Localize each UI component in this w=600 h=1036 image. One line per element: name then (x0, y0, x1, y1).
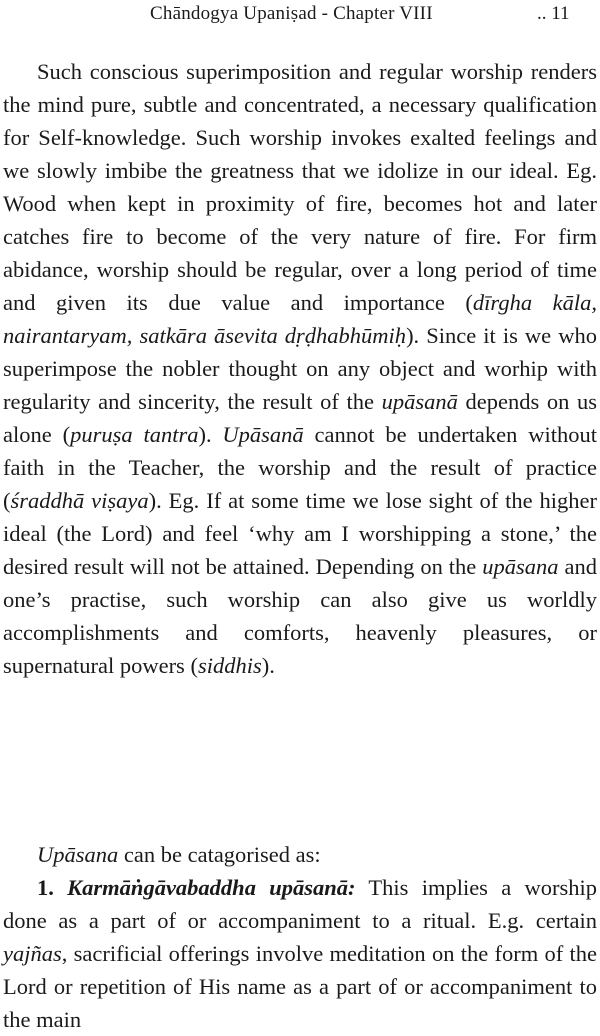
sanskrit-term-upasana-3: upāsana (482, 554, 559, 579)
body-paragraph-3 (3, 871, 597, 1036)
paragraph-2-text: can be catagorised as: (118, 842, 321, 867)
sanskrit-term-upasana-lead: Upāsana (37, 842, 119, 867)
sanskrit-term-sraddha-visaya: śraddhā viṣaya (10, 488, 149, 513)
body-paragraph-2 (3, 838, 597, 871)
running-head (0, 2, 600, 26)
sentence-5: ). Since it is we who superimpose the nobler thought on any object and worhip with regularity and sincerity, the result of the (3, 323, 597, 414)
paragraph-3-sentence-2: , sacrificial offerings involve meditation on the form of the Lord or repetition of His name as a part of or accompaniment to the main (3, 941, 597, 1032)
list-number: 1. (37, 875, 68, 900)
paragraph-text (3, 838, 597, 871)
sentence-6: depends on us alone ( (3, 389, 597, 447)
sentence-1: Such conscious superimposition and regular worship renders the mind pure, subtle and concentrated, a necessary qualification for Self-knowledge. (3, 59, 597, 150)
sanskrit-term-upasana: upāsanā (381, 389, 458, 414)
sentence-4: For firm abidance, worship should be regular, over a long period of time and given its due value and importance ( (3, 224, 597, 315)
page-number: .. 11 (537, 3, 570, 24)
paragraph-3-sentence-1: This implies a worship done as a part of or accompaniment to a ritual. E.g. certain (3, 875, 597, 933)
sanskrit-term-upasana-2: Upāsanā (222, 422, 304, 447)
sentence-10: and one’s practise, such worship can also give us worldly accomplishments and comforts, heavenly pleasures, or supernatural powers ( (3, 554, 597, 678)
sanskrit-term-dirgha-kala: dīrgha kāla, nairantaryam, satkāra āsevita dṛḍhabhūmiḥ (3, 290, 597, 348)
running-title: Chāndogya Upaniṣad - Chapter VIII (150, 3, 433, 24)
sanskrit-term-yajnas: yajñas (3, 941, 62, 966)
sanskrit-term-siddhis: siddhis (197, 653, 262, 678)
sentence-2: Such worship invokes exalted feelings and we slowly imbibe the greatness that we idolize in our ideal. (3, 125, 598, 183)
paragraph-text (3, 55, 597, 682)
body-paragraph-1 (3, 55, 597, 682)
sentence-11: ). (261, 653, 275, 678)
paragraph-text (3, 871, 597, 1036)
sentence-8: cannot be undertaken without faith in the Teacher, the worship and the result of practice ( (3, 422, 597, 513)
sentence-9: ). Eg. If at some time we lose sight of the higher ideal (the Lord) and feel ‘why am I worshipping a stone,’ the desired result will not be attained. Depending on the (3, 488, 597, 579)
sanskrit-term-purusa-tantra: puruṣa tantra (70, 422, 199, 447)
list-item-heading: Karmāṅgāvabaddha upāsanā: (67, 875, 356, 900)
sentence-3: Eg. Wood when kept in proximity of fire, becomes hot and later catches fire to become of the very nature of fire. (3, 158, 598, 249)
sentence-7: ). (198, 422, 223, 447)
